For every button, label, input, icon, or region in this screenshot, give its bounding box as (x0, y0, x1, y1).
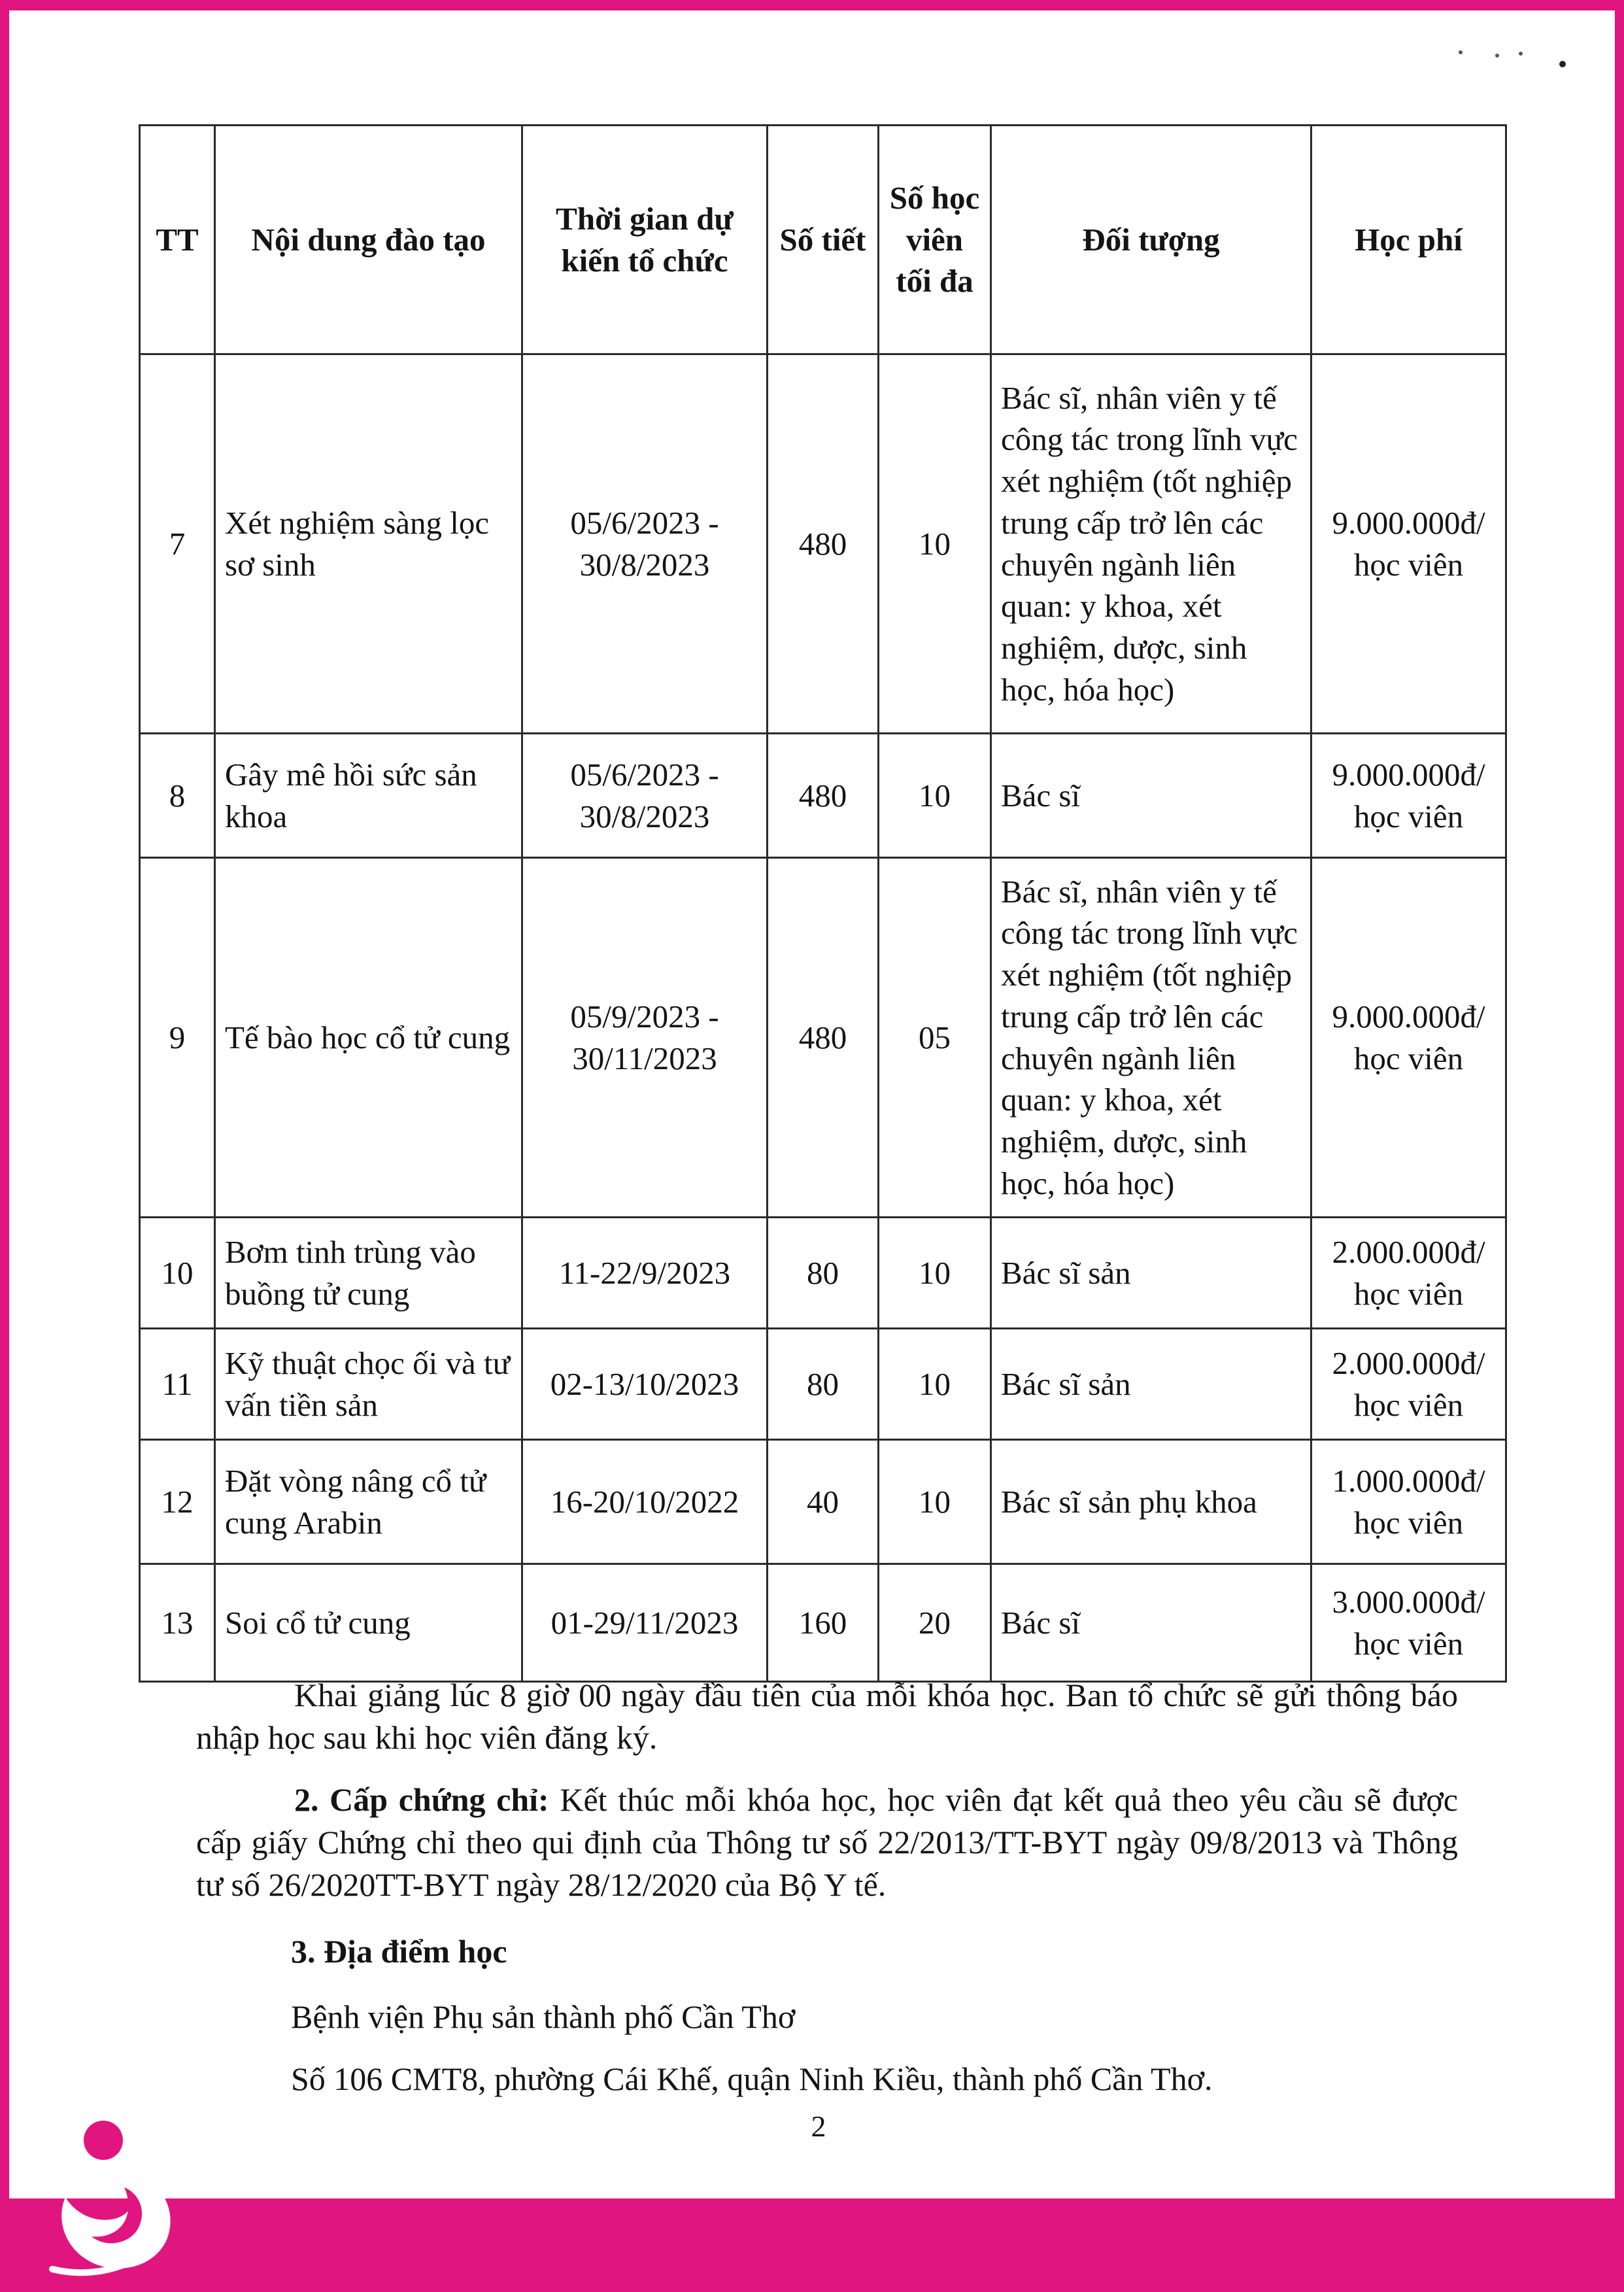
cell-fee: 2.000.000đ/ học viên (1311, 1329, 1506, 1440)
cell-periods: 80 (768, 1218, 879, 1329)
cell-content: Soi cổ tử cung (215, 1564, 522, 1682)
cell-fee: 3.000.000đ/ học viên (1311, 1564, 1506, 1682)
table-row (140, 1329, 1506, 1440)
header-tt: TT (140, 126, 215, 354)
cell-max-students: 10 (879, 734, 991, 858)
cell-audience: Bác sĩ sản (991, 1329, 1311, 1440)
cell-audience: Bác sĩ sản (991, 1218, 1311, 1329)
header-max-students: Số học viên tối đa (879, 126, 991, 354)
cell-periods: 480 (768, 858, 879, 1218)
cell-max-students: 05 (879, 858, 991, 1218)
training-schedule-table (139, 124, 1507, 1683)
cell-max-students: 10 (879, 1329, 991, 1440)
cell-max-students: 10 (879, 1218, 991, 1329)
cell-time: 05/6/2023 - 30/8/2023 (522, 734, 768, 858)
header-content: Nội dung đào tạo (215, 126, 522, 354)
table-header-row (140, 126, 1506, 354)
cell-time: 01-29/11/2023 (522, 1564, 768, 1682)
cell-tt: 13 (140, 1564, 215, 1682)
cell-max-students: 10 (879, 354, 991, 734)
cell-periods: 40 (768, 1440, 879, 1564)
cell-tt: 10 (140, 1218, 215, 1329)
certificate-label: 2. Cấp chứng chỉ: (294, 1781, 549, 1818)
cell-periods: 160 (768, 1564, 879, 1682)
cell-fee: 2.000.000đ/ học viên (1311, 1218, 1506, 1329)
cell-periods: 480 (768, 354, 879, 734)
header-periods: Số tiết (768, 126, 879, 354)
table-row (140, 734, 1506, 858)
location-heading: 3. Địa điểm học (291, 1933, 507, 1970)
page-frame-bottom (0, 2198, 1624, 2292)
cell-time: 05/9/2023 - 30/11/2023 (522, 858, 768, 1218)
location-name: Bệnh viện Phụ sản thành phố Cần Thơ (291, 1998, 796, 2035)
table-row (140, 1440, 1506, 1564)
header-audience: Đối tượng (991, 126, 1311, 354)
cell-tt: 11 (140, 1329, 215, 1440)
cell-audience: Bác sĩ, nhân viên y tế công tác trong lĩnh vực xét nghiệm (tốt nghiệp trung cấp trở lên các chuyên ngành liên quan: y khoa, xét nghiệm, dược, sinh học, hóa học) (991, 354, 1311, 734)
cell-time: 11-22/9/2023 (522, 1218, 768, 1329)
cell-fee: 9.000.000đ/ học viên (1311, 858, 1506, 1218)
header-fee: Học phí (1311, 126, 1506, 354)
cell-content: Gây mê hồi sức sản khoa (215, 734, 522, 858)
cell-periods: 480 (768, 734, 879, 858)
cell-max-students: 20 (879, 1564, 991, 1682)
table-row (140, 1564, 1506, 1682)
cell-content: Xét nghiệm sàng lọc sơ sinh (215, 354, 522, 734)
certificate-paragraph (196, 1779, 1458, 1906)
cell-content: Kỹ thuật chọc ối và tư vấn tiền sản (215, 1329, 522, 1440)
cell-tt: 8 (140, 734, 215, 858)
page-frame-top (0, 0, 1624, 10)
header-time: Thời gian dự kiến tổ chức (522, 126, 768, 354)
page-frame-right (1615, 0, 1624, 2292)
cell-tt: 12 (140, 1440, 215, 1564)
cell-audience: Bác sĩ (991, 734, 1311, 858)
cell-fee: 1.000.000đ/ học viên (1311, 1440, 1506, 1564)
page-number: 2 (811, 2110, 826, 2143)
cell-tt: 7 (140, 354, 215, 734)
cell-audience: Bác sĩ sản phụ khoa (991, 1440, 1311, 1564)
cell-fee: 9.000.000đ/ học viên (1311, 354, 1506, 734)
cell-max-students: 10 (879, 1440, 991, 1564)
cell-fee: 9.000.000đ/ học viên (1311, 734, 1506, 858)
table-row (140, 354, 1506, 734)
page-frame-left (0, 0, 9, 2292)
cell-tt: 9 (140, 858, 215, 1218)
cell-audience: Bác sĩ (991, 1564, 1311, 1682)
mother-child-logo-icon (26, 2109, 196, 2279)
scan-specks (1451, 39, 1582, 72)
cell-time: 02-13/10/2023 (522, 1329, 768, 1440)
table-row (140, 1218, 1506, 1329)
certificate-text: Kết thúc mỗi khóa học, học viên đạt kết quả theo yêu cầu sẽ được cấp giấy Chứng chỉ theo qui định của Thông tư số 22/2013/TT-BYT ngày 09/8/2013 và Thông tư số 26/2020TT-BYT ngày 28/12/2020 của Bộ Y tế. (196, 1781, 1458, 1903)
location-address: Số 106 CMT8, phường Cái Khế, quận Ninh Kiều, thành phố Cần Thơ. (291, 2061, 1213, 2097)
cell-time: 05/6/2023 - 30/8/2023 (522, 354, 768, 734)
table-row (140, 858, 1506, 1218)
cell-periods: 80 (768, 1329, 879, 1440)
cell-content: Tế bào học cổ tử cung (215, 858, 522, 1218)
opening-paragraph: Khai giảng lúc 8 giờ 00 ngày đầu tiên của mỗi khóa học. Ban tổ chức sẽ gửi thông báo nhập học sau khi học viên đăng ký. (196, 1677, 1458, 1756)
cell-content: Đặt vòng nâng cổ tử cung Arabin (215, 1440, 522, 1564)
cell-content: Bơm tinh trùng vào buồng tử cung (215, 1218, 522, 1329)
cell-audience: Bác sĩ, nhân viên y tế công tác trong lĩnh vực xét nghiệm (tốt nghiệp trung cấp trở lên các chuyên ngành liên quan: y khoa, xét nghiệm, dược, sinh học, hóa học) (991, 858, 1311, 1218)
cell-time: 16-20/10/2022 (522, 1440, 768, 1564)
